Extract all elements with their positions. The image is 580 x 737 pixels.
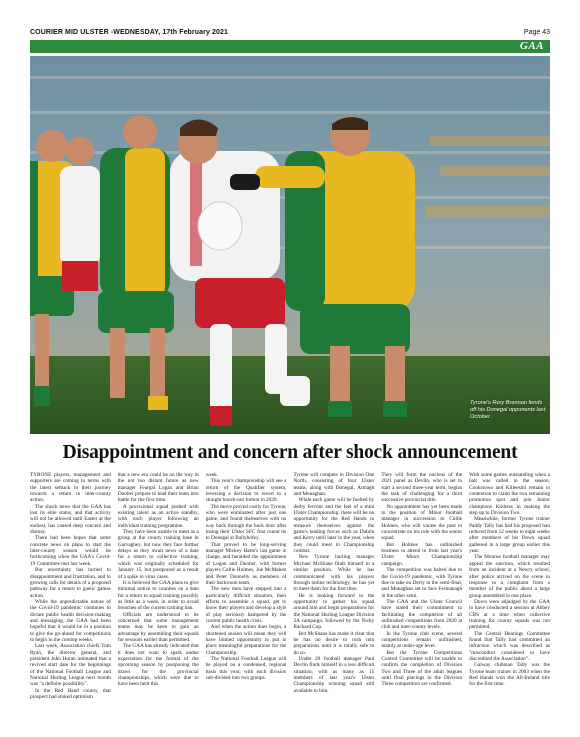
paragraph: Down were adjudged by the GAA to have conducted a session at Abbey CBS at a time when collective training for county squads was not permitted. xyxy=(469,598,550,631)
paragraph: New Tyrone hurling manager Michael McShane finds himself in a similar position. While he has communicated with his players through online technology, he has yet to meet them for the first time. xyxy=(293,554,375,593)
paragraph: And when the action does begin, a shortened season will mean they will have limited opportunity to put in place meaningful preparations for the Championship. xyxy=(205,624,287,656)
paragraph: But Holmes has unfinished business to attend to from last year's Ulster Minor Championship campaign. xyxy=(381,541,463,567)
article-column xyxy=(293,472,374,722)
paragraph: While each game will be fuelled by derby fervour and the feel of a mini Ulster Championship, there will be no opportunity for the Red Hands to measure themselves against the game's leading forces such as Dublin and Kerry until later in the year, when they could meet in Championship combat. xyxy=(293,497,375,555)
paragraph: that a new era could be on the way in the not too distant future as new manager Feargal Logan and Brian Dooher prepare to lead their team into battle for the first time. xyxy=(117,472,199,504)
paragraph: Meanwhile, former Tyrone trainer Paddy Tally has had his proposed ban reduced from 12 weeks to eight weeks after members of his Down squad gathered in a large group earlier this year. xyxy=(469,516,550,555)
masthead xyxy=(30,26,550,38)
paragraph: This year's championship will see a return of the Qualifier system, reversing a decision to revert to a straight knock-out format in 2020. xyxy=(205,478,287,504)
paragraph: But uncertainty has turned to disappointment and frustration, and to growing calls for details of a proposed pathway for a return to gaelic games action. xyxy=(30,567,111,599)
paragraph: Officials are understood to be concerned that some management teams may be keen to gain an advantage by assembling their squads for sessions earlier than permitted. xyxy=(117,611,199,643)
paragraph: No appointment has yet been made to the position of Minor football manager in succession to Collie Holmes, who will vacate the post to concentrate on his role with the senior squad. xyxy=(381,503,463,542)
paragraph: TYRONE players, management and supporters are coming to terms with the latest setback in their journey towards a return to inter-county action. xyxy=(30,472,111,504)
paragraph: The Mourne football manager may appeal the sanction, which resulted from an incident at a Newry school, after police arrived on the scene in response to a complaint from a member of the public about a large group assembled in one place. xyxy=(469,554,550,599)
paragraph: The GAA has already indicated that it does not want to spark undue expectation for the format of the upcoming season by postponing the draws for the provincial championships, which were due to have been held this xyxy=(117,643,199,688)
article-column xyxy=(30,472,111,722)
paragraph: The competition was halted due to the Covid-19 pandemic, with Tyrone due to take on Derry in the semi-final, and Monaghan set to face Fermanagh in the other semi. xyxy=(381,567,463,599)
paragraph: In the Red Hand county, that prospect had stoked optimism xyxy=(30,687,111,701)
photo-caption: Tyrone's Rory Brennan fends off his Donegal opponents last October. xyxy=(470,400,546,420)
paragraph: In the Tyrone club scene, several competitions remain unfinished, mainly at under-age level. xyxy=(381,630,463,650)
paragraph: The Central Hearings Committee found that Tally had committed an infraction which was described as "misconduct considered to have discredited the Association". xyxy=(469,630,550,662)
match-photo xyxy=(30,56,550,434)
paragraph: The National Football League will be played on a condensed, regional basis this year, with each division sub-divided into two groups. xyxy=(205,655,287,681)
paragraph: While the unpredictable nature of the Covid-19 pandemic continues to dictate public health decision-making and messaging, the GAA had been hopeful that it would be in a position to give the go-ahead for competitions to begin in the coming weeks. xyxy=(30,598,111,643)
paragraph: That proved to be long-serving manager Mickey Harte's last game in charge, and heralded the appointment of Logan and Dooher, with former players Collie Holmes, Joe McMahon and Peter Donnelly as members of their backroom team. xyxy=(205,541,287,586)
article-headline: Disappointment and concern after shock announcement xyxy=(62,442,518,463)
paragraph: The shock news that the GAA has lost its elite status, and that activity will not be allowed until Easter at the earliest, has caused deep concern and dismay. xyxy=(30,503,111,536)
paragraph: He is looking forward to the opportunity to gather his squad around him and begin preparations for the National Hurling League Division 3A campaign, followed by the Nicky Rackard Cup. xyxy=(293,592,375,631)
paragraph: Under 20 football manager Paul Devlin finds himself in a less difficult situation, with as many as 15 members of last year's Ulster Championship winning squad still available to him. xyxy=(293,655,375,694)
article-column xyxy=(381,472,462,722)
paragraph: There had been hopes that some concrete news on plans to start the inter-county season would be forthcoming when the GAA's Covid-19 Committee met last week. xyxy=(30,535,111,567)
paragraph: The move proved costly for Tyrone, who were eliminated after just one game, and found themselves with no way back through the back door after losing their Ulster SFC first round tie to Donegal at Ballybofey. xyxy=(205,503,287,542)
paragraph: But McShane has made it clear that he has no desire to rush into preparations until it is totally safe to do so. xyxy=(293,630,375,656)
article-body xyxy=(30,472,550,722)
paragraph: Last week, Association chiefs Tom Ryan, the director general, and president John Horan intimated that a revived start date for the beginnings of the National Football League and National Hurling League next month was "a definite possibility". xyxy=(30,643,111,688)
paragraph: Galway clubman Tally was the Tyrone team trainer in 2003 when the Red Hands won the All-Ireland title for the first time. xyxy=(469,662,550,688)
paragraph: The GAA and the Ulster Council have stated their commitment to facilitating the completion of all unfinished competitions from 2020 at club and inter-county levels. xyxy=(381,598,463,631)
section-bar xyxy=(30,40,550,53)
page-number: Page 43 xyxy=(523,29,550,36)
article-column xyxy=(206,472,287,722)
paragraph: Tyrone will compete in Division One North, consisting of four Ulster teams, along with Donegal, Armagh and Monaghan. xyxy=(293,472,375,498)
paragraph: It is believed the GAA plans to give minimal notice to counties on a date for a return to squad training possibly as little as a week, in order to avoid breaches of the current training ban. xyxy=(117,579,199,612)
paragraph: They will form the nucleus of the 2021 panel as Devlin, who is set to start a second three-year term, begins the task of challenging for a third successive provincial title. xyxy=(381,472,463,504)
paragraph: With some games outstanding when a halt was called to the season, Cookstown and Killeeshil remain in contention to claim the two remaining promotion spot and join Junior champions Kildress in making the step up to Division Two. xyxy=(469,472,550,517)
paragraph: But the Tyrone Competitions Control Committee will be unable to confirm the completion of Division Two and Three of the adult leagues until final placings in the Division Three competition are confirmed. xyxy=(381,649,463,688)
paragraph: A provisional squad pushed with existing talent as an active standby, with each player following an individual training programme. xyxy=(117,503,199,529)
article-column xyxy=(118,472,199,722)
match-photo-illustration xyxy=(30,56,550,434)
section-label: GAA xyxy=(519,40,544,52)
publication-line: COURIER MID ULSTER -WEDNESDAY, 17th February 2021 xyxy=(30,29,228,36)
paragraph: They have been unable to meet as a group at the county training base in Garvaghey, but now they face further delays as they await news of a date for a return to collective training, which was originally scheduled for January 15, but postponed as a result of a spike in virus cases. xyxy=(117,529,199,580)
paragraph: week. xyxy=(205,472,219,478)
article-column xyxy=(469,472,550,722)
paragraph: The new men have stepped into a particularly difficult situation, their efforts to assemble a squad, get to know their players and develop a style of play seriously hampered by the current public health crisis. xyxy=(205,586,287,624)
